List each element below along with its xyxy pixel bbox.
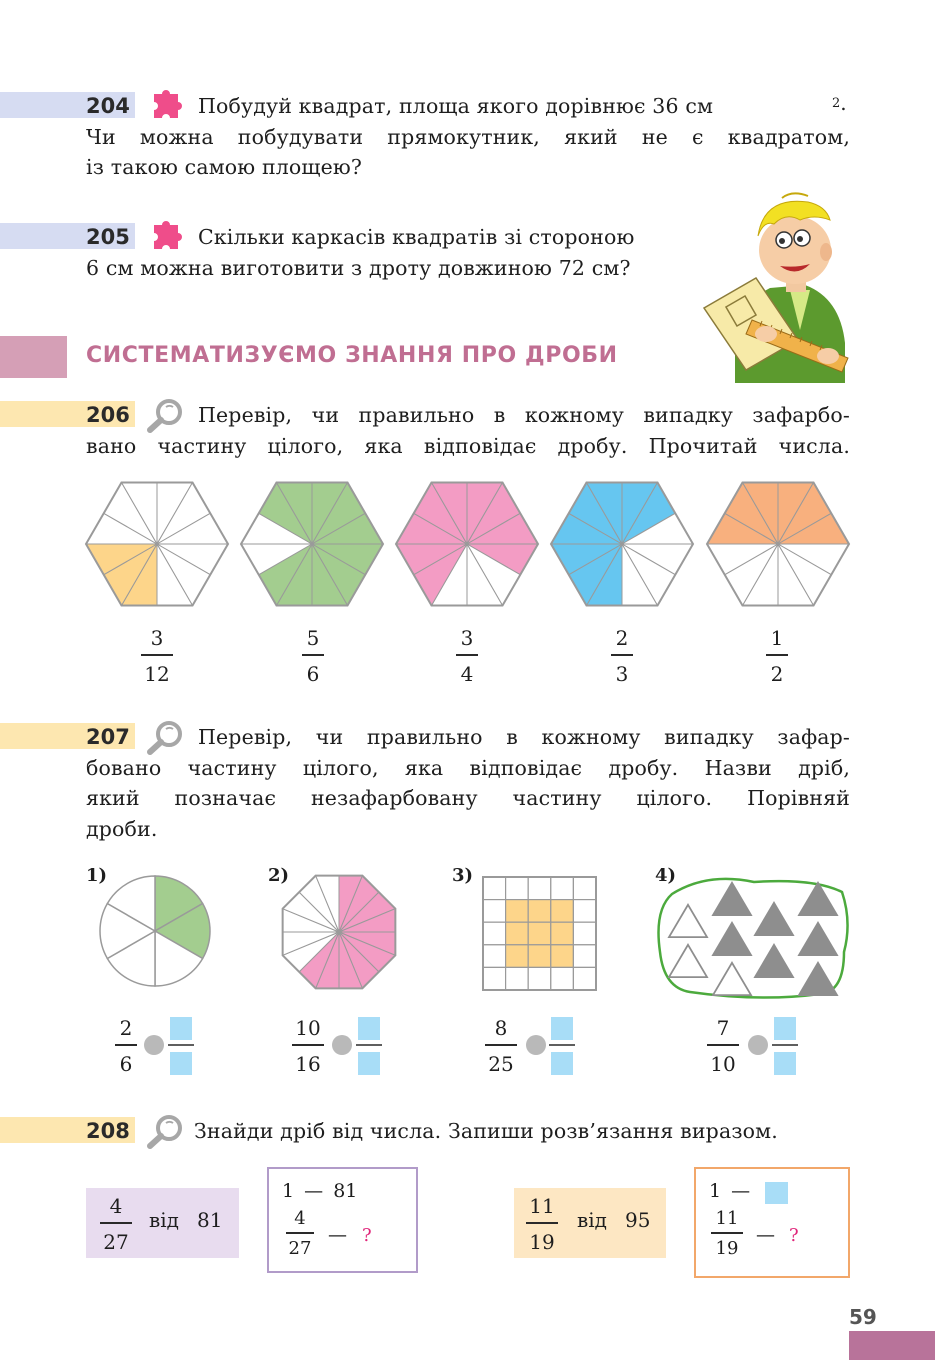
fraction-numerator: 7 — [716, 1016, 730, 1040]
grid-cell — [506, 945, 529, 968]
fraction-numerator: 8 — [494, 1016, 508, 1040]
task-204-line-2: Чи можна побудувати прямокутник, який не є квадратом, — [86, 124, 850, 149]
task-208-line-1: Знайди дріб від числа. Запиши розв’язання виразом. — [194, 1119, 778, 1143]
item-label-3: 3) — [452, 865, 474, 886]
fraction-denominator: 12 — [144, 661, 170, 686]
comparison-slot-3[interactable] — [526, 1017, 575, 1075]
problem-a-unknown: ? — [362, 1225, 372, 1246]
fraction-hex-2 — [302, 626, 324, 686]
task-text-208 — [86, 1116, 778, 1147]
task-number-206: 206 — [86, 403, 130, 427]
grid-cell — [551, 900, 574, 923]
fraction-denominator: 19 — [529, 1229, 555, 1254]
boy-with-ruler-illustration — [700, 188, 860, 392]
task-206-line-1: Перевір, чи правильно в кожному випадку зафарбо- — [198, 403, 850, 427]
problem-b-blank-square[interactable] — [765, 1182, 788, 1204]
problem-a-fraction — [100, 1194, 132, 1254]
task-number-208: 208 — [86, 1119, 130, 1143]
section-title: СИСТЕМАТИЗУЄМО ЗНАННЯ ПРО ДРОБИ — [86, 343, 618, 368]
comparison-slot-2[interactable] — [332, 1017, 382, 1075]
task-206-line-2: вано частину цілого, яка відповідає дробу. Прочитай числа. — [86, 433, 850, 458]
fraction-numerator: 11 — [715, 1208, 739, 1229]
problem-b-box-line-1 — [709, 1180, 754, 1202]
problem-b-of: від — [577, 1208, 607, 1232]
task-205-line-2: 6 см можна виготовити з дроту довжиною 72 см? — [86, 255, 631, 280]
problem-b-box-fraction — [711, 1208, 743, 1259]
sentence-end: . — [840, 91, 847, 115]
grid-cell — [573, 967, 596, 990]
fraction-denominator: 6 — [306, 661, 320, 686]
grid-cell — [483, 877, 506, 900]
problem-a-box-fraction — [286, 1208, 314, 1259]
grid-figure — [483, 877, 596, 990]
hexagon-4 — [551, 483, 693, 606]
grid-cell — [483, 922, 506, 945]
grid-cell — [506, 877, 529, 900]
grid-cell — [551, 967, 574, 990]
grid-cell — [506, 900, 529, 923]
task-204-line-1: Побудуй квадрат, площа якого дорівнює 36 см — [198, 94, 714, 118]
box-dash: — — [731, 1180, 751, 1202]
fraction-numerator: 11 — [529, 1194, 555, 1218]
hexagon-2 — [241, 483, 383, 606]
fraction-denominator: 27 — [288, 1237, 312, 1259]
fraction-numerator: 3 — [150, 626, 164, 650]
fraction-denominator: 2 — [770, 661, 784, 686]
task-207-line-2: бовано частину цілого, яка відповідає дробу. Назви дріб, — [86, 755, 850, 780]
task-207-line-1: Перевір, чи правильно в кожному випадку зафар- — [198, 725, 850, 749]
grid-cell — [483, 967, 506, 990]
task-204-line-3: із такою самою площею? — [86, 155, 363, 179]
fraction-hex-4 — [611, 626, 633, 686]
box-dash: — — [304, 1180, 324, 1202]
grid-cell — [528, 967, 551, 990]
task-text-204 — [86, 91, 850, 183]
superscript-2: 2 — [832, 96, 841, 111]
box-value-81: 81 — [333, 1180, 358, 1202]
item-label-1: 1) — [86, 865, 108, 886]
grid-cell — [528, 922, 551, 945]
fraction-hex-1 — [141, 626, 173, 686]
task-number-205: 205 — [86, 225, 130, 249]
grid-cell — [506, 967, 529, 990]
fraction-numerator: 1 — [770, 626, 784, 650]
grid-cell — [573, 945, 596, 968]
fraction-hex-3 — [456, 626, 478, 686]
fraction-numerator: 10 — [295, 1016, 321, 1040]
task-text-207 — [86, 722, 850, 844]
comparison-slot-1[interactable] — [144, 1017, 194, 1075]
grid-cell — [573, 900, 596, 923]
task-207-line-3: який позначає незафарбовану частину цілого. Порівняй — [86, 786, 850, 810]
fraction-numerator: 4 — [294, 1208, 306, 1229]
fraction-denominator: 4 — [460, 661, 474, 686]
comparison-slot-4[interactable] — [748, 1017, 798, 1075]
grid-cell — [573, 922, 596, 945]
page-number-band — [849, 1331, 935, 1360]
problem-b-box-dash-2: — — [756, 1224, 775, 1246]
hexagon-3 — [396, 483, 538, 606]
page-number: 59 — [849, 1305, 877, 1329]
item-label-2: 2) — [268, 865, 290, 886]
task-number-204: 204 — [86, 94, 130, 118]
hexagon-1 — [86, 483, 228, 606]
problem-a-of: від — [149, 1208, 179, 1232]
grid-cell — [483, 900, 506, 923]
comparison-slots — [0, 1012, 935, 1082]
grid-cell — [573, 877, 596, 900]
fraction-numerator: 2 — [615, 626, 629, 650]
triangles-figure — [659, 879, 848, 998]
problem-b-unknown: ? — [789, 1225, 799, 1246]
item-label-4: 4) — [655, 865, 677, 886]
task-number-207: 207 — [86, 725, 130, 749]
fraction-denominator: 3 — [615, 661, 629, 686]
problem-b-value: 95 — [625, 1208, 651, 1232]
problem-a-box-dash-2: — — [328, 1224, 347, 1246]
fraction-numerator: 4 — [109, 1194, 123, 1218]
problem-a-box-line-1 — [282, 1180, 357, 1202]
problem-b-fraction — [526, 1194, 558, 1254]
fraction-denominator: 6 — [119, 1051, 133, 1076]
task-text-206 — [86, 400, 850, 461]
box-value-one: 1 — [282, 1180, 295, 1202]
task-text-205 — [86, 222, 714, 283]
hexagon-figures — [0, 470, 935, 620]
fraction-hex-5 — [766, 626, 788, 686]
octagon-figure — [283, 876, 396, 989]
task-204-superscript — [832, 88, 847, 115]
grid-cell — [528, 945, 551, 968]
grid-cell — [551, 945, 574, 968]
fraction-denominator: 27 — [103, 1229, 129, 1254]
fraction-numerator: 5 — [306, 626, 320, 650]
grid-cell — [506, 922, 529, 945]
fraction-denominator: 25 — [488, 1051, 514, 1076]
grid-cell — [528, 877, 551, 900]
fraction-numerator: 3 — [460, 626, 474, 650]
task-207-figures — [0, 866, 935, 1006]
fraction-denominator: 10 — [710, 1051, 736, 1076]
grid-cell — [551, 922, 574, 945]
circle-figure — [100, 876, 210, 986]
task-207-line-4: дроби. — [86, 816, 158, 841]
fraction-denominator: 16 — [295, 1051, 321, 1076]
grid-cell — [528, 900, 551, 923]
problem-a-value: 81 — [197, 1208, 223, 1232]
hexagon-5 — [707, 483, 849, 606]
task-205-line-1: Скільки каркасів квадратів зі стороною — [198, 225, 635, 249]
section-title-band — [0, 336, 67, 378]
grid-cell — [483, 945, 506, 968]
box-value-one: 1 — [709, 1180, 722, 1202]
fraction-numerator: 2 — [119, 1016, 133, 1040]
fraction-denominator: 19 — [715, 1237, 739, 1259]
grid-cell — [551, 877, 574, 900]
